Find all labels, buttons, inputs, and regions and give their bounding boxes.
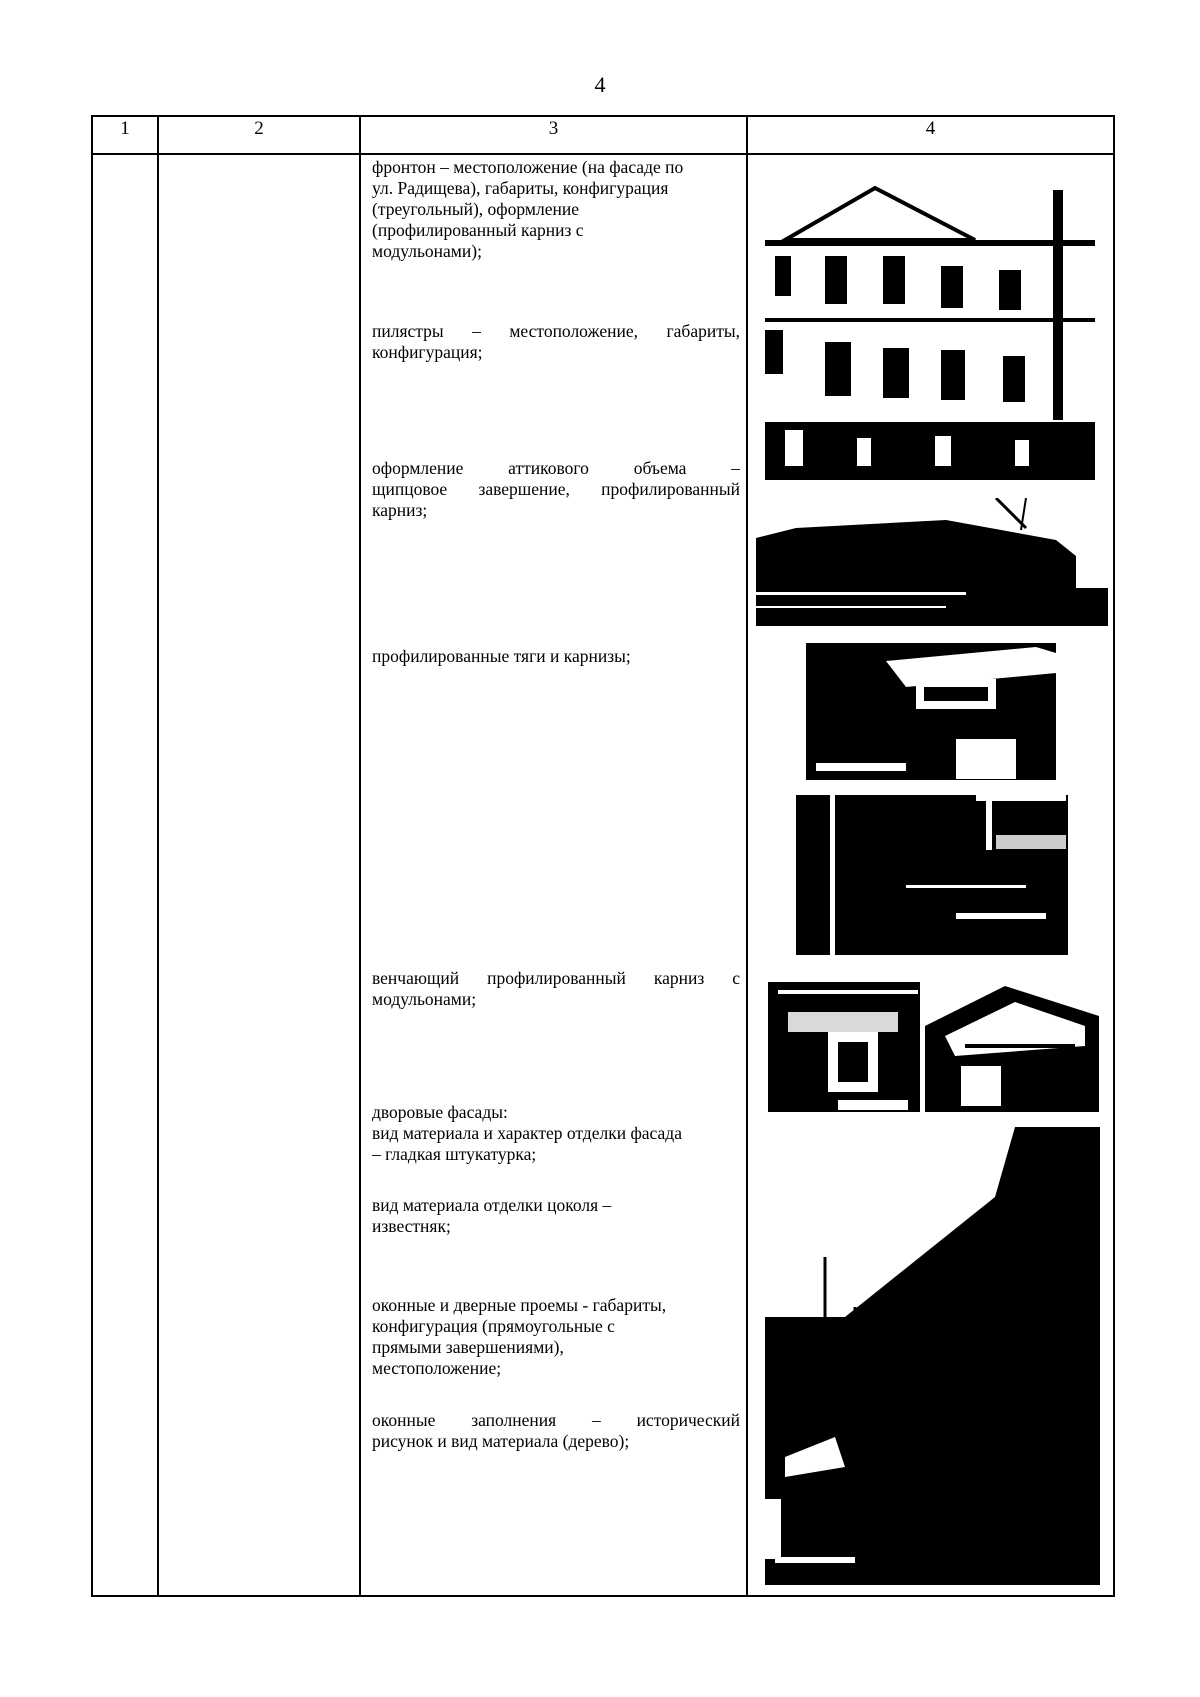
column-divider-2 (359, 115, 361, 1597)
text-line: щипцовое завершение, профилированный (372, 479, 740, 499)
text-line: пилястры – местоположение, габариты, (372, 321, 740, 341)
text-line: дворовые фасады: (372, 1102, 508, 1122)
text-line: карниз; (372, 500, 428, 520)
item-profiled-cornices (372, 646, 740, 667)
text-line: вид материала и характер отделки фасада (372, 1123, 682, 1143)
text-line: фронтон – местоположение (на фасаде по (372, 157, 684, 177)
text-line: (профилированный карниз с (372, 220, 584, 240)
text-line: прямыми завершениями), (372, 1337, 564, 1357)
item-window-fillings (372, 1410, 740, 1452)
photo-main-facade (765, 160, 1095, 480)
item-window-door-openings (372, 1295, 740, 1379)
column-header-1: 1 (120, 118, 130, 139)
photo-cornice-1 (806, 643, 1056, 780)
text-line: модульонами); (372, 241, 482, 261)
photo-courtyard-facade (765, 1127, 1100, 1585)
photo-crowning-cornice-2 (925, 986, 1099, 1112)
photo-attic-volume (756, 498, 1108, 626)
text-line: конфигурация; (372, 342, 483, 362)
text-line: модульонами; (372, 989, 477, 1009)
text-line: оконные и дверные проемы - габариты, (372, 1295, 667, 1315)
text-line: оформление аттикового объема – (372, 458, 740, 478)
text-line: оконные заполнения – исторический (372, 1410, 740, 1430)
text-line: вид материала отделки цоколя – (372, 1195, 612, 1215)
text-line: местоположение; (372, 1358, 502, 1378)
item-courtyard-facades (372, 1102, 740, 1165)
item-crowning-cornice (372, 968, 740, 1010)
page-number: 4 (594, 72, 606, 97)
item-pilasters (372, 321, 740, 363)
item-plinth-material (372, 1195, 740, 1237)
table-bottom-border (91, 1595, 1115, 1597)
column-divider-1 (157, 115, 159, 1597)
text-line: – гладкая штукатурка; (372, 1144, 537, 1164)
item-attic-volume (372, 458, 740, 521)
text-line: венчающий профилированный карниз с (372, 968, 740, 988)
column-header-3: 3 (548, 118, 559, 139)
photo-crowning-cornice-1 (768, 982, 920, 1112)
table-top-border (91, 115, 1115, 117)
text-line: конфигурация (прямоугольные с (372, 1316, 615, 1336)
text-line: профилированные тяги и карнизы; (372, 646, 631, 666)
text-line: известняк; (372, 1216, 451, 1236)
column-header-4: 4 (925, 118, 936, 139)
column-header-2: 2 (254, 118, 264, 139)
text-line: (треугольный), оформление (372, 199, 579, 219)
item-pediment (372, 157, 740, 262)
text-line: рисунок и вид материала (дерево); (372, 1431, 630, 1451)
photo-cornice-2 (796, 795, 1068, 955)
text-line: ул. Радищева), габариты, конфигурация (372, 178, 669, 198)
table-left-border (91, 115, 93, 1597)
table-header-border (91, 153, 1115, 155)
column-divider-3 (746, 115, 748, 1597)
table-right-border (1113, 115, 1115, 1597)
